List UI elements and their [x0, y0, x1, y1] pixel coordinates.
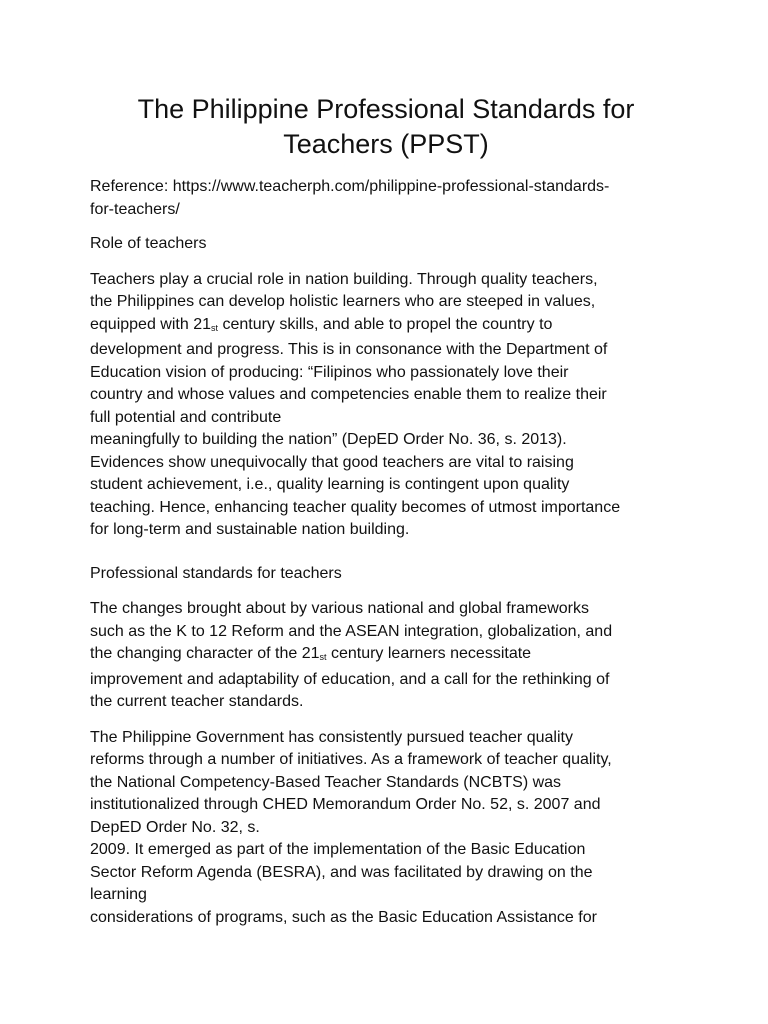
- text-line: the Philippines can develop holistic learners who are steeped in values,: [90, 293, 596, 310]
- text-line: teaching. Hence, enhancing teacher quality becomes of utmost importance: [90, 498, 621, 516]
- section-heading-standards: Professional standards for teachers: [90, 564, 342, 582]
- title-line-1: The Philippine Professional Standards for: [137, 94, 635, 124]
- paragraph-role-of-teachers: [90, 269, 672, 542]
- document-title: [90, 0, 672, 162]
- text-line: the National Competency-Based Teacher Standards (NCBTS) was: [90, 773, 562, 791]
- text-line: DepED Order No. 32, s.: [90, 818, 260, 836]
- text-line: country and whose values and competencies enable them to realize their: [90, 386, 607, 403]
- text-line: Sector Reform Agenda (BESRA), and was facilitated by drawing on the: [90, 863, 593, 881]
- paragraph-changes: [90, 598, 672, 714]
- reference-line-1: Reference: https://www.teacherph.com/philippine-professional-standards-: [90, 178, 610, 195]
- text-line: the current teacher standards.: [90, 693, 304, 710]
- text-line: 2009. It emerged as part of the implementation of the Basic Education: [90, 841, 586, 858]
- text-line: meaningfully to building the nation” (DepED Order No. 36, s. 2013).: [90, 431, 567, 448]
- text-line: [90, 643, 672, 669]
- ordinal-suffix: st: [210, 322, 218, 333]
- text-line: reforms through a number of initiatives. As a framework of teacher quality,: [90, 751, 612, 768]
- reference-line-2: for-teachers/: [90, 200, 180, 218]
- text-line: learning: [90, 886, 147, 903]
- text-line: institutionalized through CHED Memorandum Order No. 52, s. 2007 and: [90, 796, 601, 813]
- paragraph-government: [90, 727, 672, 930]
- text-fragment: century skills, and able to propel the country to: [218, 315, 553, 333]
- text-line: full potential and contribute: [90, 408, 282, 426]
- text-line: considerations of programs, such as the Basic Education Assistance for: [90, 908, 597, 926]
- text-fragment: the changing character of the 21: [90, 645, 320, 662]
- text-line: [90, 314, 672, 340]
- text-line: Education vision of producing: “Filipinos who passionately love their: [90, 363, 569, 381]
- text-line: such as the K to 12 Reform and the ASEAN integration, globalization, and: [90, 622, 613, 640]
- ordinal-suffix: st: [319, 652, 327, 662]
- text-line: for long-term and sustainable nation building.: [90, 521, 410, 538]
- text-fragment: century learners necessitate: [326, 645, 532, 662]
- text-line: student achievement, i.e., quality learning is contingent upon quality: [90, 476, 570, 493]
- text-line: The changes brought about by various national and global frameworks: [90, 600, 589, 617]
- reference-text: [90, 176, 672, 221]
- text-line: Teachers play a crucial role in nation building. Through quality teachers,: [90, 270, 598, 288]
- text-line: improvement and adaptability of education, and a call for the rethinking of: [90, 670, 610, 688]
- text-fragment: equipped with 21: [90, 315, 211, 333]
- title-line-2: Teachers (PPST): [283, 129, 489, 159]
- section-heading-role: Role of teachers: [90, 235, 207, 252]
- text-line: The Philippine Government has consistently pursued teacher quality: [90, 728, 573, 746]
- text-line: Evidences show unequivocally that good teachers are vital to raising: [90, 453, 574, 471]
- text-line: development and progress. This is in consonance with the Department of: [90, 341, 608, 358]
